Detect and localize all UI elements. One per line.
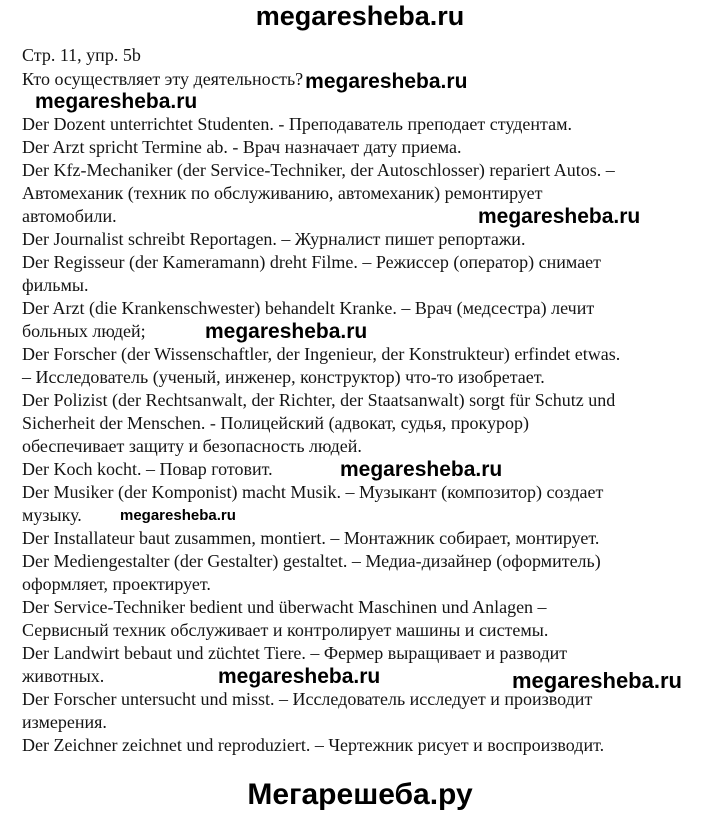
text-line bbox=[22, 734, 712, 757]
line-text: Der Service-Techniker bedient und überwacht Maschinen und Anlagen – bbox=[22, 597, 547, 617]
watermark-text: megaresheba.ru bbox=[478, 205, 641, 228]
watermark-text: megaresheba.ru bbox=[35, 90, 198, 113]
site-brand-footer: Мегарешеба.ру bbox=[247, 778, 473, 811]
line-text: обеспечивает защиту и безопасность людей. bbox=[22, 436, 362, 456]
line-text: Der Zeichner zeichnet und reproduziert. – Чертежник рисует и воспроизводит. bbox=[22, 735, 605, 755]
line-text: Der Forscher (der Wissenschaftler, der Ingenieur, der Konstrukteur) erfindet etwas. bbox=[22, 344, 621, 364]
text-line bbox=[22, 251, 712, 274]
text-line bbox=[22, 596, 712, 619]
line-text: Der Mediengestalter (der Gestalter) gestaltet. – Медиа-дизайнер (оформитель) bbox=[22, 551, 601, 571]
line-text: Der Forscher untersucht und misst. – Исследователь исследует и производит bbox=[22, 689, 593, 709]
watermark-text: megaresheba.ru bbox=[205, 320, 368, 343]
line-text: Der Journalist schreibt Reportagen. – Журналист пишет репортажи. bbox=[22, 229, 526, 249]
line-text: Кто осуществляет эту деятельность? bbox=[22, 69, 304, 89]
line-text: Der Landwirt bebaut und züchtet Tiere. – Фермер выращивает и разводит bbox=[22, 643, 568, 663]
text-line bbox=[22, 573, 712, 596]
text-line bbox=[22, 619, 712, 642]
text-line bbox=[22, 504, 712, 527]
text-line bbox=[22, 435, 712, 458]
text-line bbox=[22, 320, 712, 343]
text-line bbox=[22, 297, 712, 320]
watermark-text: megaresheba.ru bbox=[305, 70, 468, 93]
line-text: Der Koch kocht. – Повар готовит. bbox=[22, 459, 273, 479]
text-line bbox=[22, 228, 712, 251]
line-text: Der Kfz-Mechaniker (der Service-Techniker, der Autoschlosser) repariert Autos. – bbox=[22, 160, 615, 180]
line-text: – Исследователь (ученый, инженер, конструктор) что-то изобретает. bbox=[22, 367, 545, 387]
line-text: Der Installateur baut zusammen, montiert. – Монтажник собирает, монтирует. bbox=[22, 528, 600, 548]
text-line bbox=[22, 389, 712, 412]
watermark-text: megaresheba.ru bbox=[512, 668, 682, 693]
line-text: Автомеханик (техник по обслуживанию, автомеханик) ремонтирует bbox=[22, 183, 543, 203]
text-line bbox=[22, 458, 712, 481]
line-text: музыку. bbox=[22, 505, 82, 525]
text-line bbox=[22, 205, 712, 228]
watermark-text: megaresheba.ru bbox=[340, 458, 503, 481]
text-line bbox=[22, 412, 712, 435]
line-text: Der Musiker (der Komponist) macht Musik. – Музыкант (композитор) создает bbox=[22, 482, 604, 502]
text-line bbox=[22, 343, 712, 366]
text-line bbox=[22, 688, 712, 711]
text-line bbox=[22, 90, 712, 113]
text-line bbox=[22, 665, 712, 693]
watermark-text: megaresheba.ru bbox=[120, 507, 236, 524]
line-text: Der Arzt (die Krankenschwester) behandelt Kranke. – Врач (медсестра) лечит bbox=[22, 298, 595, 318]
text-line bbox=[22, 711, 712, 734]
text-line bbox=[22, 274, 712, 297]
line-text: автомобили. bbox=[22, 206, 117, 226]
text-line bbox=[22, 67, 712, 93]
text-line bbox=[22, 550, 712, 573]
document-body bbox=[22, 44, 712, 757]
text-line bbox=[22, 527, 712, 550]
line-text: Der Regisseur (der Kameramann) dreht Filme. – Режиссер (оператор) снимает bbox=[22, 252, 602, 272]
line-text: Der Polizist (der Rechtsanwalt, der Richter, der Staatsanwalt) sorgt für Schutz und bbox=[22, 390, 616, 410]
text-line bbox=[22, 136, 712, 159]
text-line bbox=[22, 366, 712, 389]
text-line bbox=[22, 113, 712, 136]
text-line bbox=[22, 642, 712, 665]
line-text: Sicherheit der Menschen. - Полицейский (адвокат, судья, прокурор) bbox=[22, 413, 529, 433]
text-line bbox=[22, 481, 712, 504]
line-text: оформляет, проектирует. bbox=[22, 574, 211, 594]
text-line bbox=[22, 159, 712, 182]
line-text: Der Arzt spricht Termine ab. - Врач назначает дату приема. bbox=[22, 137, 462, 157]
site-watermark-header: megaresheba.ru bbox=[255, 1, 465, 31]
watermark-text: megaresheba.ru bbox=[218, 665, 381, 688]
line-text: измерения. bbox=[22, 712, 107, 732]
text-line bbox=[22, 44, 712, 67]
line-text: больных людей; bbox=[22, 321, 146, 341]
line-text: животных. bbox=[22, 666, 105, 686]
line-text: Стр. 11, упр. 5b bbox=[22, 45, 141, 65]
line-text: фильмы. bbox=[22, 275, 89, 295]
text-line bbox=[22, 182, 712, 205]
line-text: Der Dozent unterrichtet Studenten. - Преподаватель преподает студентам. bbox=[22, 114, 572, 134]
line-text: Сервисный техник обслуживает и контролирует машины и системы. bbox=[22, 620, 549, 640]
